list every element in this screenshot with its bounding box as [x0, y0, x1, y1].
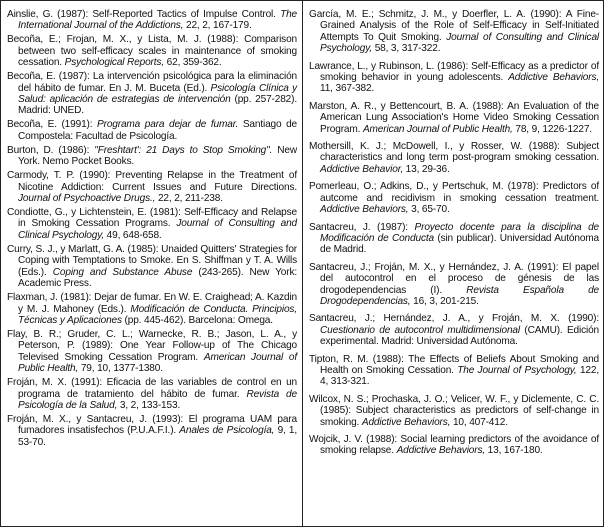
ref-details: 13, 29-36. — [405, 163, 450, 175]
ref-details: 79, 10, 1377-1380. — [80, 363, 163, 375]
ref-details: New York. Nemo Pocket Books. — [18, 144, 298, 168]
ref-title: Revista Española de Drogodependencias, — [320, 284, 600, 307]
ref-title: Coping and Substance Abuse — [52, 266, 193, 278]
reference-entry — [7, 119, 297, 142]
ref-title: Addictive Behaviors, — [320, 204, 409, 216]
ref-details: 11, 367-382. — [320, 83, 375, 95]
reference-entry — [309, 354, 599, 388]
reference-entry — [309, 9, 599, 55]
ref-authors: Tipton, R. M. (1988): The Effects of Beliefs About Smoking and Health on Smoking Cessation. — [309, 353, 599, 376]
ref-details: (sin publicar). Universidad Autónoma de Madrid. — [320, 232, 600, 256]
ref-title: "Freshtart': 21 Days to Stop Smoking". — [94, 144, 273, 156]
ref-authors: Wilcox, N. S.; Prochaska, J. O.; Velicer, W. F., y Diclemente, C. C. (1985): Subject characteristics as predictors of self-change in smoking. — [309, 393, 599, 428]
reference-entry — [309, 222, 599, 256]
ref-title: Cuestionario de autocontrol multidimensional — [320, 324, 520, 336]
ref-details: 13, 167-180. — [487, 445, 543, 457]
reference-entry — [309, 61, 599, 95]
reference-entry — [7, 207, 297, 241]
ref-title: Addictive Behaviors, — [361, 416, 451, 428]
ref-authors: Flaxman, J. (1981): Dejar de fumar. En W. E. Craighead; A. Kazdin y M. J. Mahoney (Eds.). — [7, 292, 297, 315]
reference-entry — [309, 101, 599, 135]
ref-authors: Condiotte, G., y Lichtenstein, E. (1981): Self-Efficacy and Relapse in Smoking Cessation Programs. — [7, 207, 297, 230]
column-divider — [302, 1, 303, 526]
ref-authors: Flay, B. R.; Gruder, C. L.; Warnecke, R. B.; Jason, L. A., y Peterson, P. (1989): One Year Follow-up of The Chicago Televised Smoking Cessation Program. — [7, 328, 297, 363]
ref-title: American Journal of Public Health, — [362, 123, 513, 135]
ref-title: Revista de Psicología de la Salud, — [18, 388, 297, 411]
ref-title: Modificación de Conducta. Principios, Técnicas y Aplicaciones — [18, 303, 297, 326]
ref-authors: Santacreu, J. (1987): — [309, 221, 408, 233]
ref-details: Santiago de Compostela: Facultad de Psicología. — [18, 119, 298, 142]
ref-details: (pp. 257-282). Madrid: UNED. — [18, 94, 298, 117]
reference-entry — [7, 414, 297, 448]
reference-entry — [7, 145, 297, 168]
ref-title: Addictive Behavior, — [320, 163, 403, 175]
ref-title: The Journal of Psychology, — [457, 364, 577, 376]
ref-title: Journal of Consulting and Clinical Psychology, — [320, 31, 600, 55]
ref-details: 16, 3, 201-215. — [413, 295, 479, 307]
ref-authors: Froján, M. X., y Santacreu, J. (1993): El programa UAM para fumadores insatisfechos (P.U.A.F.I.). — [7, 413, 297, 437]
ref-title: Anales de Psicología, — [179, 425, 275, 437]
ref-title: The International Journal of the Addictions, — [18, 9, 298, 32]
ref-details: 78, 9, 1226-1227. — [515, 123, 592, 135]
ref-authors: Froján, M. X. (1991): Eficacia de las variables de control en un programa de tratamiento del hábito de fumar. — [7, 377, 297, 400]
ref-authors: Curry, S. J., y Marlatt, G. A. (1985): Unaided Quitters' Strategies for Coping with Temptations to Smoke. En S. Shiffman y T. A. Wills (Eds.). — [7, 243, 297, 278]
ref-details: 58, 3, 317-322. — [374, 43, 441, 55]
ref-authors: Becoña, E. (1991): — [7, 119, 93, 131]
ref-title: Psicología Clínica y Salud: aplicación de estrategias de intervención — [18, 82, 297, 106]
ref-details: 10, 407-412. — [452, 416, 508, 428]
reference-entry — [309, 181, 599, 215]
ref-authors: Lawrance, L., y Rubinson, L. (1986): Self-Efficacy as a predictor of smoking behavior in young adolescents. — [309, 60, 599, 84]
ref-title: American Journal of Public Health, — [18, 351, 297, 375]
ref-title: Proyecto docente para la disciplina de Modificación de Conducta — [320, 221, 599, 244]
reference-entry — [7, 71, 297, 117]
ref-authors: Becoña, E.; Frojan, M. X., y Lista, M. J. (1988): Comparison between two self-efficacy scales in maintenance of smoking cessation. — [7, 34, 297, 69]
ref-details: (pp. 445-462). Barcelona: Omega. — [124, 314, 273, 326]
ref-authors: García, M. E.; Schmitz, J. M., y Doerfler, L. A. (1990): A Fine-Grained Analysis of the Role of Self-Efficacy in Self-Initiated Attempts To Quit Smoking. — [309, 9, 599, 43]
reference-entry — [7, 377, 297, 411]
reference-entry — [309, 262, 599, 308]
ref-authors: Santacreu, J.; Hernández, J. A., y Froján, M. X. (1990): — [309, 313, 599, 325]
reference-entry — [309, 313, 599, 347]
references-left-column — [7, 9, 297, 520]
reference-entry — [7, 170, 297, 204]
ref-details: 3, 2, 133-153. — [119, 399, 181, 411]
ref-title: Journal of Consulting and Clinical Psychology, — [18, 218, 298, 241]
ref-details: 62, 359-362. — [166, 57, 222, 69]
ref-details: (CAMU). Edición experimental. Madrid: Universidad Autónoma. — [320, 324, 600, 348]
reference-entry — [309, 434, 599, 457]
ref-authors: Burton, D. (1986): — [7, 144, 90, 156]
ref-title: Psychological Reports, — [64, 57, 164, 69]
reference-entry — [7, 244, 297, 290]
ref-authors: Marston, A. R., y Bettencourt, B. A. (1988): An Evaluation of the American Lung Association's Home Video Smoking Cessation Program. — [309, 100, 599, 135]
ref-title: Journal of Psychoactive Drugs., — [18, 193, 156, 205]
reference-entry — [7, 329, 297, 375]
ref-authors: Santacreu, J.; Froján, M. X., y Hernández, J. A. (1991): El papel del autocontrol en el proceso de génesis de las drogodependencias (I). — [309, 261, 599, 296]
ref-authors: Becoña, E. (1987): La intervención psicológica para la eliminación del hábito de fumar. En J. M. Buceta (Ed.). — [7, 71, 297, 94]
ref-details: 9, 1, 53-70. — [18, 425, 298, 448]
ref-title: Programa para dejar de fumar. — [97, 119, 239, 131]
ref-authors: Carmody, T. P. (1990): Preventing Relapse in the Treatment of Nicotine Addiction: Current Issues and Future Directions. — [7, 170, 297, 193]
ref-details: 22, 2, 167-179. — [185, 20, 252, 32]
ref-title: Addictive Behaviors, — [396, 445, 486, 457]
ref-title: Addictive Behaviors, — [508, 72, 600, 84]
ref-details: 22, 2, 211-238. — [157, 193, 223, 205]
ref-authors: Pomerleau, O.; Adkins, D., y Pertschuk, M. (1978): Predictors of autcome and recidivism in smoking cessation treatment. — [309, 181, 599, 204]
ref-details: 49, 648-658. — [106, 229, 162, 241]
reference-entry — [309, 141, 599, 175]
ref-authors: Mothersill, K. J.; McDowell, I., y Rosser, W. (1988): Subject characteristics and long term post-program smoking cessation. — [309, 141, 599, 164]
reference-entry — [7, 9, 297, 32]
ref-authors: Wojcik, J. V. (1988): Social learning predictors of the avoidance of smoking relapse. — [309, 434, 599, 457]
ref-details: 122, 4, 313-321. — [320, 364, 600, 388]
ref-authors: Ainslie, G. (1987): Self-Reported Tactics of Impulse Control. — [7, 9, 276, 20]
ref-details: 3, 65-70. — [411, 204, 450, 216]
references-right-column — [309, 9, 599, 520]
reference-entry — [309, 394, 599, 428]
reference-entry — [7, 292, 297, 326]
ref-details: (243-265). New York: Academic Press. — [18, 266, 298, 290]
reference-entry — [7, 34, 297, 68]
